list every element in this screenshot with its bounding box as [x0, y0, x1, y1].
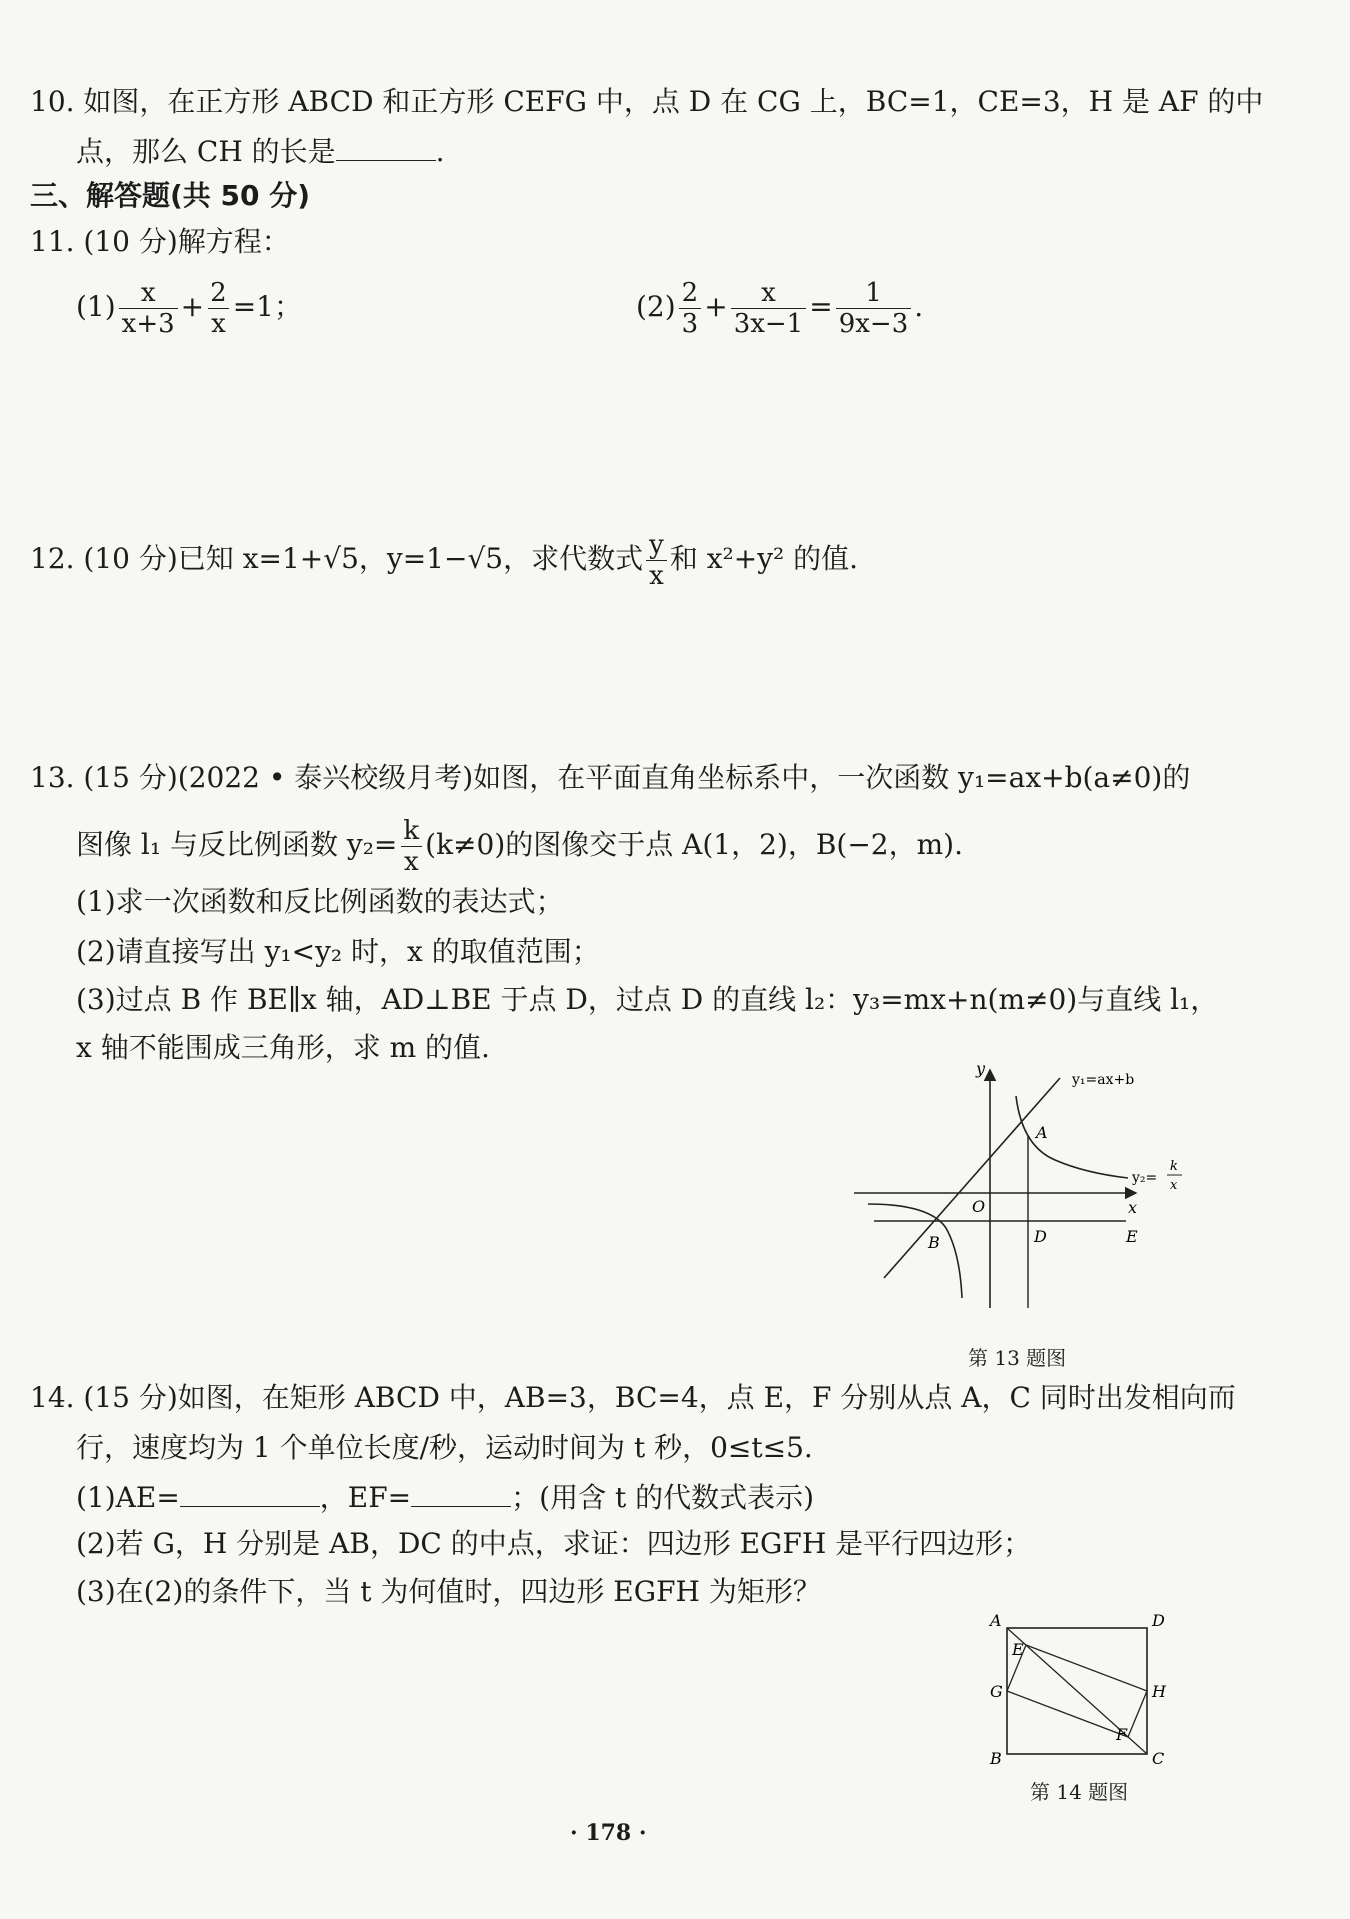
- q13-label-b: B: [928, 1233, 940, 1252]
- q14-label-g: G: [990, 1682, 1003, 1701]
- q11-p1-rhs: =1；: [232, 290, 302, 323]
- q11-p2-frac1: $\frac{2}{3}$: [679, 278, 702, 339]
- q13-figure: [850, 1058, 1190, 1318]
- q14-sub2: (2)若 G，H 分别是 AB，DC 的中点，求证：四边形 EGFH 是平行四边形；: [76, 1527, 1032, 1560]
- q14-line2: 行，速度均为 1 个单位长度/秒，运动时间为 t 秒，0≤t≤5.: [76, 1431, 813, 1464]
- q14-label-a: A: [990, 1611, 1002, 1630]
- q13-label-d: D: [1034, 1227, 1047, 1246]
- q12-frac: $\frac{y}{x}$: [646, 530, 667, 591]
- section-3-heading: 三、解答题(共 50 分): [30, 179, 311, 212]
- q14-line1: 14. (15 分)如图，在矩形 ABCD 中，AB=3，BC=4，点 E，F 分别从点 A，C 同时出发相向而: [30, 1381, 1236, 1414]
- q12-line: [30, 530, 858, 591]
- q11-p2-frac3: $\frac{1}{9x-3}$: [836, 278, 912, 339]
- q13-sub3-line1: (3)过点 B 作 BE∥x 轴，AD⊥BE 于点 D，过点 D 的直线 l₂：y₃=mx+n(m≠0)与直线 l₁，: [76, 983, 1219, 1016]
- q14-sub3: (3)在(2)的条件下，当 t 为何值时，四边形 EGFH 为矩形？: [76, 1575, 821, 1608]
- q13-sub3-line2: x 轴不能围成三角形，求 m 的值.: [76, 1031, 490, 1064]
- q11-p1-plus: +: [180, 290, 205, 323]
- q11-part2: [636, 278, 923, 339]
- q13-label-x: x: [1128, 1198, 1138, 1217]
- q14-sub1: [76, 1476, 814, 1518]
- q13-label-curve-lhs: y₂=: [1132, 1170, 1158, 1186]
- q11-p2-label: (2): [636, 290, 676, 323]
- q13-label-curve-den: x: [1170, 1178, 1178, 1193]
- q10-line2-end: .: [435, 135, 445, 168]
- q14-label-h: H: [1152, 1682, 1166, 1701]
- q13-label-o: O: [972, 1197, 986, 1216]
- q11-p1-frac2: $\frac{2}{x}$: [207, 278, 230, 339]
- q13-line1: 13. (15 分)(2022 • 泰兴校级月考)如图，在平面直角坐标系中，一次函数 y₁=ax+b(a≠0)的: [30, 761, 1191, 794]
- q11-p2-frac2: $\frac{x}{3x-1}$: [731, 278, 807, 339]
- q13-line2-text: 图像 l₁ 与反比例函数 y₂=: [76, 828, 398, 861]
- q11-p2-end: .: [914, 290, 924, 323]
- page-number: · 178 ·: [570, 1820, 647, 1846]
- q13-sub2: (2)请直接写出 y₁<y₂ 时，x 的取值范围；: [76, 935, 600, 968]
- q10-line2-text: 点，那么 CH 的长是: [76, 135, 336, 168]
- q12-text-after: 和 x²+y² 的值.: [669, 542, 859, 575]
- q10-line2: [76, 130, 445, 172]
- q14-sub1-c: ；(用含 t 的代数式表示): [511, 1481, 815, 1514]
- q11-p2-eq: =: [809, 290, 833, 323]
- q11-p1-label: (1): [76, 290, 116, 323]
- q13-line-l1: [884, 1078, 1060, 1278]
- q13-caption: 第 13 题图: [968, 1346, 1067, 1370]
- q10-answer-blank: [336, 130, 436, 161]
- q13-label-a: A: [1036, 1123, 1048, 1142]
- q13-line2-end: (k≠0)的图像交于点 A(1，2)，B(−2，m).: [425, 828, 963, 861]
- q12-text-before: 12. (10 分)已知 x=1+√5，y=1−√5，求代数式: [30, 542, 644, 575]
- q13-frac: $\frac{k}{x}$: [400, 816, 422, 877]
- q14-blank-ef: [411, 1476, 511, 1507]
- q13-label-curve-num: k: [1170, 1159, 1178, 1174]
- q14-sub1-a: (1)AE=: [76, 1481, 180, 1514]
- q14-label-b: B: [990, 1749, 1002, 1768]
- q14-label-c: C: [1152, 1749, 1165, 1768]
- q13-label-line: y₁=ax+b: [1072, 1072, 1135, 1088]
- q14-caption: 第 14 题图: [1030, 1780, 1129, 1804]
- q10-line1: 10. 如图，在正方形 ABCD 和正方形 CEFG 中，点 D 在 CG 上，BC=1，CE=3，H 是 AF 的中: [30, 85, 1264, 118]
- q14-label-e: E: [1012, 1640, 1024, 1659]
- q11-p2-plus: +: [704, 290, 728, 323]
- q13-line2: [76, 816, 963, 877]
- q11-title: 11. (10 分)解方程：: [30, 225, 290, 258]
- q14-blank-ae: [180, 1476, 320, 1507]
- q13-label-y: y: [976, 1059, 986, 1078]
- q14-sub1-b: ，EF=: [319, 1481, 412, 1514]
- q13-label-e: E: [1126, 1227, 1138, 1246]
- q14-label-f: F: [1116, 1725, 1128, 1744]
- q11-part1: [76, 278, 302, 339]
- q14-label-d: D: [1152, 1611, 1165, 1630]
- q14-figure: [980, 1608, 1200, 1768]
- q13-hyperbola-left: [868, 1204, 962, 1298]
- q11-p1-frac1: $\frac{x}{x+3}$: [119, 278, 178, 339]
- q13-sub1: (1)求一次函数和反比例函数的表达式；: [76, 885, 564, 918]
